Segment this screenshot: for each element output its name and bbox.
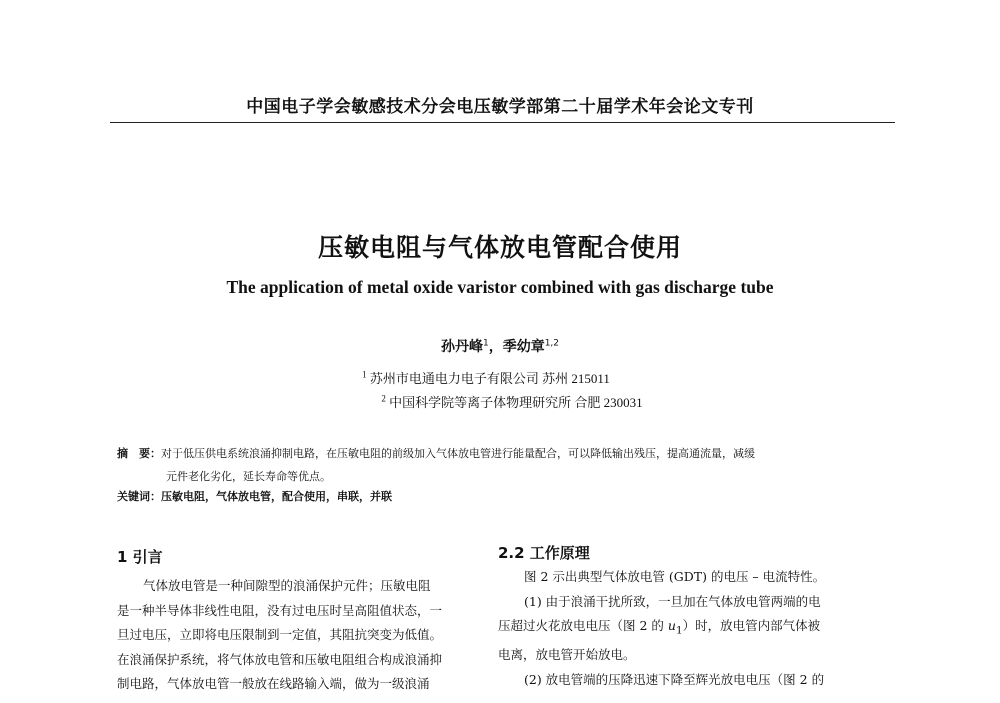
paragraph-line: (1) 由于浪涌干扰所致，一旦加在气体放电管两端的电	[524, 593, 821, 609]
paragraph-line: 制电路，气体放电管一般放在线路输入端，做为一级浪涌	[117, 676, 430, 691]
section-body-right	[498, 565, 863, 692]
page-title-english: The application of metal oxide varistor combined with gas discharge tube	[226, 277, 774, 297]
keywords-text: 压敏电阻，气体放电管，配合使用，串联，并联	[161, 490, 392, 503]
affiliation	[12, 392, 1000, 411]
author-list	[0, 336, 1000, 356]
author-affil-marker: 1	[482, 338, 489, 349]
paragraph-line: (2) 放电管端的压降迅速下降至辉光放电电压（图 2 的	[524, 671, 825, 687]
page-title: 压敏电阻与气体放电管配合使用	[317, 233, 682, 262]
section-body-left	[117, 574, 477, 697]
paragraph-line: 旦过电压，立即将电压限制到一定值，其阻抗突变为低值。	[117, 627, 443, 642]
affiliation	[0, 368, 986, 387]
variable-subscript: 1	[675, 624, 683, 637]
variable-symbol: u	[667, 618, 676, 633]
affiliation-text: 苏州市电通电力电子有限公司 苏州 215011	[369, 371, 610, 386]
paragraph-line: 在浪涌保护系统，将气体放电管和压敏电阻组合构成浪涌抑	[117, 651, 443, 667]
abstract-label: 摘 要：	[117, 447, 161, 460]
paragraph-line: 电离，放电管开始放电。	[498, 647, 636, 662]
keywords	[117, 488, 857, 504]
journal-header: 中国电子学会敏感技术分会电压敏学部第二十届学术年会论文专刊	[246, 97, 754, 117]
abstract-text: 对于低压供电系统浪涌抑制电路，在压敏电阻的前级加入气体放电管进行能量配合，可以降低输出残压，提高通流量，减缓	[161, 447, 755, 460]
author-name: 季幼章	[502, 339, 545, 355]
inline-text: ）时，放电管内部气体被	[682, 618, 821, 633]
paragraph-line	[498, 614, 863, 643]
header-rule	[110, 122, 895, 123]
affiliation-marker: 1	[362, 369, 367, 380]
section-heading: 1 引言	[117, 548, 163, 566]
author-separator: ，	[488, 339, 503, 355]
keywords-label: 关键词：	[117, 490, 161, 503]
abstract-text: 元件老化劣化，延长寿命等优点。	[166, 470, 331, 483]
paragraph-line: 气体放电管是一种间隙型的浪涌保护元件；压敏电阻	[143, 578, 431, 593]
inline-text: 压超过火花放电电压（图 2 的	[498, 618, 668, 633]
section-heading: 2.2 工作原理	[498, 544, 590, 562]
author-affil-marker: 1,2	[544, 338, 560, 349]
affiliation-marker: 2	[381, 393, 386, 404]
abstract	[117, 442, 857, 488]
affiliation-text: 中国科学院等离子体物理研究所 合肥 230031	[389, 395, 643, 410]
paragraph-line: 是一种半导体非线性电阻，没有过电压时呈高阻值状态，一	[117, 602, 443, 618]
author-name: 孙丹峰	[440, 339, 483, 355]
paragraph-line: 图 2 示出典型气体放电管 (GDT) 的电压 – 电流特性。	[524, 569, 826, 584]
